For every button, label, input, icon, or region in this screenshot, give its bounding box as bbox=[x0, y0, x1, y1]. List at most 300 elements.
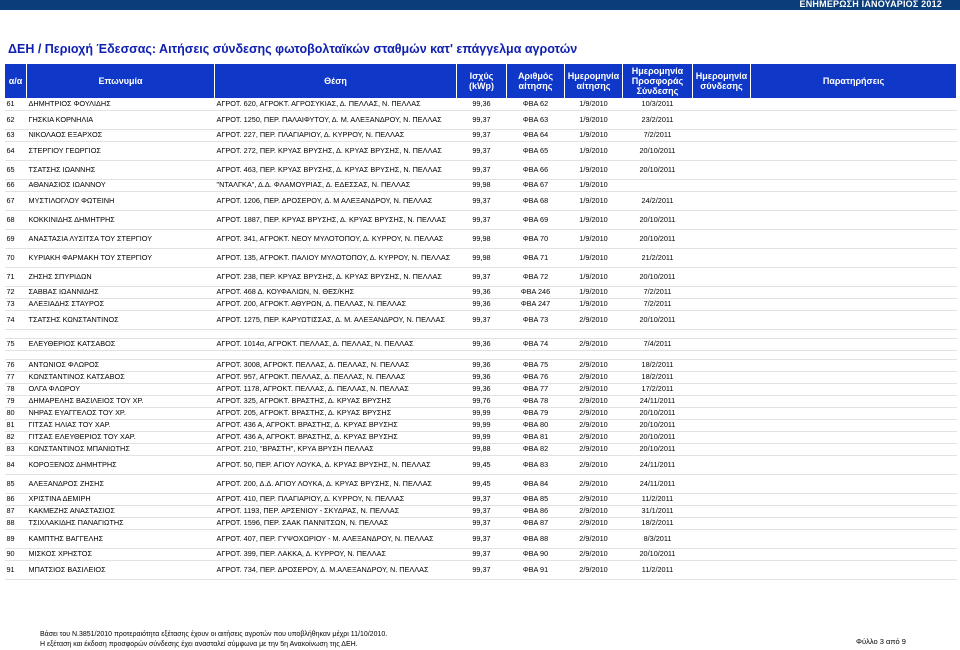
row-power: 99,37 bbox=[457, 506, 507, 518]
row-notes bbox=[751, 311, 957, 330]
table-row bbox=[5, 384, 957, 396]
row-name: ΚΟΚΚΙΝΙΔΗΣ ΔΗΜΗΤΡΗΣ bbox=[27, 211, 215, 230]
row-name: ΔΗΜΑΡΕΛΗΣ ΒΑΣΙΛΕΙΟΣ ΤΟΥ ΧΡ. bbox=[27, 396, 215, 408]
row-application-number: ΦΒΑ 65 bbox=[507, 142, 565, 161]
row-connection-date bbox=[693, 518, 751, 530]
row-offer-date: 24/11/2011 bbox=[623, 396, 693, 408]
row-application-date: 1/9/2010 bbox=[565, 180, 623, 192]
row-location: ΑΓΡΟΤ. 272, ΠΕΡ. ΚΡΥΑΣ ΒΡΥΣΗΣ, Δ. ΚΡΥΑΣ ΒΡΥΣΗΣ, Ν. ΠΕΛΛΑΣ bbox=[215, 142, 457, 161]
row-location: ΑΓΡΟΤ. 407, ΠΕΡ. ΓΥΨΟΧΩΡΙΟΥ - Μ. ΑΛΕΞΑΝΔΡΟΥ, Ν. ΠΕΛΛΑΣ bbox=[215, 530, 457, 549]
row-power: 99,37 bbox=[457, 142, 507, 161]
row-offer-date: 24/11/2011 bbox=[623, 475, 693, 494]
table-row bbox=[5, 111, 957, 130]
row-number: 85 bbox=[5, 475, 27, 494]
row-application-number: ΦΒΑ 90 bbox=[507, 549, 565, 561]
row-location: ΑΓΡΟΤ. 463, ΠΕΡ. ΚΡΥΑΣ ΒΡΥΣΗΣ, Δ. ΚΡΥΑΣ ΒΡΥΣΗΣ, Ν. ΠΕΛΛΑΣ bbox=[215, 161, 457, 180]
row-location: ΑΓΡΟΤ. 436 Α, ΑΓΡΟΚΤ. ΒΡΑΣΤΗΣ, Δ. ΚΡΥΑΣ ΒΡΥΣΗΣ bbox=[215, 432, 457, 444]
table-row bbox=[5, 408, 957, 420]
row-application-number: ΦΒΑ 79 bbox=[507, 408, 565, 420]
row-number: 80 bbox=[5, 408, 27, 420]
table-row bbox=[5, 530, 957, 549]
row-notes bbox=[751, 384, 957, 396]
row-offer-date: 24/2/2011 bbox=[623, 192, 693, 211]
row-location: ΑΓΡΟΤ. 205, ΑΓΡΟΚΤ. ΒΡΑΣΤΗΣ, Δ. ΚΡΥΑΣ ΒΡΥΣΗΣ bbox=[215, 408, 457, 420]
row-notes bbox=[751, 339, 957, 351]
row-connection-date bbox=[693, 161, 751, 180]
row-offer-date: 17/2/2011 bbox=[623, 384, 693, 396]
row-notes bbox=[751, 299, 957, 311]
row-application-date: 1/9/2010 bbox=[565, 161, 623, 180]
table-row bbox=[5, 372, 957, 384]
row-number: 68 bbox=[5, 211, 27, 230]
row-application-number: ΦΒΑ 72 bbox=[507, 268, 565, 287]
row-connection-date bbox=[693, 420, 751, 432]
row-connection-date bbox=[693, 530, 751, 549]
row-number: 64 bbox=[5, 142, 27, 161]
row-power: 99,37 bbox=[457, 161, 507, 180]
row-name: ΤΣΑΤΣΗΣ ΚΩΝΣΤΑΝΤΙΝΟΣ bbox=[27, 311, 215, 330]
row-name: ΑΛΕΞΑΝΔΡΟΣ ΖΗΣΗΣ bbox=[27, 475, 215, 494]
table-row bbox=[5, 287, 957, 299]
row-connection-date bbox=[693, 444, 751, 456]
row-application-date: 2/9/2010 bbox=[565, 518, 623, 530]
row-location: ΑΓΡΟΤ. 210, "ΒΡΑΣΤΗ", ΚΡΥΑ ΒΡΥΣΗ ΠΕΛΛΑΣ bbox=[215, 444, 457, 456]
table-row bbox=[5, 161, 957, 180]
row-application-number: ΦΒΑ 76 bbox=[507, 372, 565, 384]
row-application-date: 1/9/2010 bbox=[565, 99, 623, 111]
row-connection-date bbox=[693, 99, 751, 111]
row-connection-date bbox=[693, 268, 751, 287]
row-name: ΜΙΣΚΟΣ ΧΡΗΣΤΟΣ bbox=[27, 549, 215, 561]
table-row bbox=[5, 268, 957, 287]
row-name: ΤΣΑΤΣΗΣ ΙΩΑΝΝΗΣ bbox=[27, 161, 215, 180]
row-notes bbox=[751, 230, 957, 249]
row-power: 99,36 bbox=[457, 372, 507, 384]
row-offer-date: 18/2/2011 bbox=[623, 372, 693, 384]
row-notes bbox=[751, 494, 957, 506]
row-application-date: 2/9/2010 bbox=[565, 372, 623, 384]
row-application-number: ΦΒΑ 66 bbox=[507, 161, 565, 180]
row-name: ΚΩΝΣΤΑΝΤΙΝΟΣ ΜΠΑΝΙΩΤΗΣ bbox=[27, 444, 215, 456]
table-row bbox=[5, 339, 957, 351]
row-location: ΑΓΡΟΤ. 468 Δ. ΚΟΥΦΑΛΙΩΝ, Ν. ΘΕΣ/ΚΗΣ bbox=[215, 287, 457, 299]
row-location: ΑΓΡΟΤ. 3008, ΑΓΡΟΚΤ. ΠΕΛΛΑΣ, Δ. ΠΕΛΛΑΣ, Ν. ΠΕΛΛΑΣ bbox=[215, 360, 457, 372]
row-application-date: 2/9/2010 bbox=[565, 396, 623, 408]
row-notes bbox=[751, 530, 957, 549]
row-number: 81 bbox=[5, 420, 27, 432]
row-application-date: 2/9/2010 bbox=[565, 311, 623, 330]
row-number: 62 bbox=[5, 111, 27, 130]
row-application-number: ΦΒΑ 70 bbox=[507, 230, 565, 249]
update-label: ΕΝΗΜΕΡΩΣΗ ΙΑΝΟΥΑΡΙΟΣ 2012 bbox=[799, 0, 942, 9]
row-name: ΜΠΑΤΣΙΟΣ ΒΑΣΙΛΕΙΟΣ bbox=[27, 561, 215, 580]
row-notes bbox=[751, 161, 957, 180]
row-location: ΑΓΡΟΤ. 1178, ΑΓΡΟΚΤ. ΠΕΛΛΑΣ, Δ. ΠΕΛΛΑΣ, Ν. ΠΕΛΛΑΣ bbox=[215, 384, 457, 396]
row-location: ΑΓΡΟΤ. 957, ΑΓΡΟΚΤ. ΠΕΛΛΑΣ, Δ. ΠΕΛΛΑΣ, Ν. ΠΕΛΛΑΣ bbox=[215, 372, 457, 384]
row-power: 99,98 bbox=[457, 249, 507, 268]
row-power: 99,37 bbox=[457, 111, 507, 130]
row-name: ΧΡΙΣΤΙΝΑ ΔΕΜΙΡΗ bbox=[27, 494, 215, 506]
row-offer-date: 23/2/2011 bbox=[623, 111, 693, 130]
row-application-date: 2/9/2010 bbox=[565, 384, 623, 396]
row-number: 83 bbox=[5, 444, 27, 456]
row-name: ΑΝΤΩΝΙΟΣ ΦΛΩΡΟΣ bbox=[27, 360, 215, 372]
row-application-date: 2/9/2010 bbox=[565, 530, 623, 549]
row-name: ΑΝΑΣΤΑΣΙΑ ΛΥΣΙΤΣΑ ΤΟΥ ΣΤΕΡΓΙΟΥ bbox=[27, 230, 215, 249]
row-offer-date: 8/3/2011 bbox=[623, 530, 693, 549]
row-number: 82 bbox=[5, 432, 27, 444]
table-row bbox=[5, 311, 957, 330]
row-power: 99,45 bbox=[457, 475, 507, 494]
row-number: 86 bbox=[5, 494, 27, 506]
row-number: 66 bbox=[5, 180, 27, 192]
row-connection-date bbox=[693, 561, 751, 580]
row-power: 99,37 bbox=[457, 518, 507, 530]
row-power: 99,37 bbox=[457, 192, 507, 211]
row-power: 99,76 bbox=[457, 396, 507, 408]
row-application-date: 2/9/2010 bbox=[565, 456, 623, 475]
row-number: 75 bbox=[5, 339, 27, 351]
row-notes bbox=[751, 518, 957, 530]
row-offer-date bbox=[623, 180, 693, 192]
table-row bbox=[5, 99, 957, 111]
row-connection-date bbox=[693, 311, 751, 330]
row-offer-date: 18/2/2011 bbox=[623, 360, 693, 372]
row-location: ΑΓΡΟΤ. 200, ΑΓΡΟΚΤ. ΑΘΥΡΩΝ, Δ. ΠΕΛΛΑΣ, Ν. ΠΕΛΛΑΣ bbox=[215, 299, 457, 311]
row-name: ΜΥΣΤΙΛΟΓΛΟΥ ΦΩΤΕΙΝΗ bbox=[27, 192, 215, 211]
row-application-number: ΦΒΑ 86 bbox=[507, 506, 565, 518]
row-application-date: 1/9/2010 bbox=[565, 268, 623, 287]
row-application-number: ΦΒΑ 80 bbox=[507, 420, 565, 432]
row-connection-date bbox=[693, 339, 751, 351]
table-body bbox=[5, 99, 957, 580]
row-offer-date: 20/10/2011 bbox=[623, 142, 693, 161]
row-notes bbox=[751, 180, 957, 192]
row-offer-date: 20/10/2011 bbox=[623, 420, 693, 432]
table-row bbox=[5, 494, 957, 506]
row-offer-date: 20/10/2011 bbox=[623, 444, 693, 456]
row-notes bbox=[751, 287, 957, 299]
row-notes bbox=[751, 456, 957, 475]
row-connection-date bbox=[693, 549, 751, 561]
row-number: 67 bbox=[5, 192, 27, 211]
row-connection-date bbox=[693, 249, 751, 268]
row-connection-date bbox=[693, 384, 751, 396]
row-location: ΑΓΡΟΤ. 135, ΑΓΡΟΚΤ. ΠΑΛΙΟΥ ΜΥΛΟΤΟΠΟΥ, Δ. ΚΥΡΡΟΥ, Ν. ΠΕΛΛΑΣ bbox=[215, 249, 457, 268]
row-connection-date bbox=[693, 360, 751, 372]
row-number: 79 bbox=[5, 396, 27, 408]
row-offer-date: 7/2/2011 bbox=[623, 299, 693, 311]
footer-note-line2: Η εξέταση και έκδοση προσφορών σύνδεσης έχει ανασταλεί σύμφωνα με την 5η Ανακοίνωση της ΔΕΗ. bbox=[40, 641, 358, 648]
row-notes bbox=[751, 268, 957, 287]
row-application-date: 1/9/2010 bbox=[565, 230, 623, 249]
table-row bbox=[5, 130, 957, 142]
row-number: 76 bbox=[5, 360, 27, 372]
row-offer-date: 20/10/2011 bbox=[623, 230, 693, 249]
row-name: ΓΙΤΣΑΣ ΗΛΙΑΣ ΤΟΥ ΧΑΡ. bbox=[27, 420, 215, 432]
row-number: 91 bbox=[5, 561, 27, 580]
row-offer-date: 11/2/2011 bbox=[623, 561, 693, 580]
row-power: 99,36 bbox=[457, 287, 507, 299]
row-number: 73 bbox=[5, 299, 27, 311]
table-row bbox=[5, 360, 957, 372]
spacer-cell bbox=[5, 351, 957, 360]
row-number: 69 bbox=[5, 230, 27, 249]
table-row bbox=[5, 396, 957, 408]
row-notes bbox=[751, 561, 957, 580]
row-power: 99,37 bbox=[457, 530, 507, 549]
row-location: ΑΓΡΟΤ. 341, ΑΓΡΟΚΤ. ΝΕΟΥ ΜΥΛΟΤΟΠΟΥ, Δ. ΚΥΡΡΟΥ, Ν. ΠΕΛΛΑΣ bbox=[215, 230, 457, 249]
table-row bbox=[5, 475, 957, 494]
row-location: ΑΓΡΟΤ. 1206, ΠΕΡ. ΔΡΟΣΕΡΟΥ, Δ. Μ ΑΛΕΞΑΝΔΡΟΥ, Ν. ΠΕΛΛΑΣ bbox=[215, 192, 457, 211]
row-offer-date: 31/1/2011 bbox=[623, 506, 693, 518]
row-notes bbox=[751, 444, 957, 456]
header-location: Θέση bbox=[215, 64, 457, 99]
row-application-date: 2/9/2010 bbox=[565, 561, 623, 580]
row-offer-date: 20/10/2011 bbox=[623, 311, 693, 330]
row-application-number: ΦΒΑ 82 bbox=[507, 444, 565, 456]
row-name: ΔΗΜΗΤΡΙΟΣ ΦΟΥΛΙΔΗΣ bbox=[27, 99, 215, 111]
row-offer-date: 7/4/2011 bbox=[623, 339, 693, 351]
row-notes bbox=[751, 111, 957, 130]
row-power: 99,37 bbox=[457, 494, 507, 506]
row-number: 88 bbox=[5, 518, 27, 530]
row-power: 99,36 bbox=[457, 299, 507, 311]
row-application-date: 2/9/2010 bbox=[565, 494, 623, 506]
row-connection-date bbox=[693, 456, 751, 475]
row-offer-date: 11/2/2011 bbox=[623, 494, 693, 506]
row-location: ΑΓΡΟΤ. 1275, ΠΕΡ. ΚΑΡΥΩΤΙΣΣΑΣ, Δ. Μ. ΑΛΕΞΑΝΔΡΟΥ, Ν. ΠΕΛΛΑΣ bbox=[215, 311, 457, 330]
row-notes bbox=[751, 360, 957, 372]
row-application-date: 2/9/2010 bbox=[565, 475, 623, 494]
table-row bbox=[5, 211, 957, 230]
row-power: 99,37 bbox=[457, 130, 507, 142]
row-notes bbox=[751, 249, 957, 268]
row-application-date: 2/9/2010 bbox=[565, 339, 623, 351]
row-connection-date bbox=[693, 111, 751, 130]
header-application-number: Αριθμός αίτησης bbox=[507, 64, 565, 99]
row-offer-date: 21/2/2011 bbox=[623, 249, 693, 268]
spacer-row bbox=[5, 351, 957, 360]
row-number: 65 bbox=[5, 161, 27, 180]
row-location: ΑΓΡΟΤ. 1887, ΠΕΡ. ΚΡΥΑΣ ΒΡΥΣΗΣ, Δ. ΚΡΥΑΣ ΒΡΥΣΗΣ, Ν. ΠΕΛΛΑΣ bbox=[215, 211, 457, 230]
row-power: 99,98 bbox=[457, 180, 507, 192]
row-power: 99,45 bbox=[457, 456, 507, 475]
row-application-number: ΦΒΑ 62 bbox=[507, 99, 565, 111]
row-name: ΑΘΑΝΑΣΙΟΣ ΙΩΑΝΝΟΥ bbox=[27, 180, 215, 192]
table-row bbox=[5, 180, 957, 192]
header-aa: α/α bbox=[5, 64, 27, 99]
row-offer-date: 20/10/2011 bbox=[623, 432, 693, 444]
row-location: "ΝΤΑΛΓΚΑ", Δ.Δ. ΦΛΑΜΟΥΡΙΑΣ, Δ. ΕΔΕΣΣΑΣ, Ν. ΠΕΛΛΑΣ bbox=[215, 180, 457, 192]
table-row bbox=[5, 192, 957, 211]
row-application-number: ΦΒΑ 87 bbox=[507, 518, 565, 530]
row-application-date: 1/9/2010 bbox=[565, 287, 623, 299]
row-offer-date: 20/10/2011 bbox=[623, 408, 693, 420]
row-number: 87 bbox=[5, 506, 27, 518]
row-application-number: ΦΒΑ 246 bbox=[507, 287, 565, 299]
row-name: ΓΙΤΣΑΣ ΕΛΕΥΘΕΡΙΟΣ ΤΟΥ ΧΑΡ. bbox=[27, 432, 215, 444]
row-application-date: 2/9/2010 bbox=[565, 408, 623, 420]
row-number: 71 bbox=[5, 268, 27, 287]
table-row bbox=[5, 444, 957, 456]
row-number: 78 bbox=[5, 384, 27, 396]
row-application-number: ΦΒΑ 68 bbox=[507, 192, 565, 211]
row-connection-date bbox=[693, 230, 751, 249]
row-number: 74 bbox=[5, 311, 27, 330]
table-row bbox=[5, 549, 957, 561]
row-application-date: 2/9/2010 bbox=[565, 506, 623, 518]
row-name: ΣΤΕΡΓΙΟΥ ΓΕΩΡΓΙΟΣ bbox=[27, 142, 215, 161]
row-connection-date bbox=[693, 494, 751, 506]
row-name: ΚΑΜΠΤΗΣ ΒΑΓΓΕΛΗΣ bbox=[27, 530, 215, 549]
row-location: ΑΓΡΟΤ. 227, ΠΕΡ. ΠΛΑΓΙΑΡΙΟΥ, Δ. ΚΥΡΡΟΥ, Ν. ΠΕΛΛΑΣ bbox=[215, 130, 457, 142]
row-connection-date bbox=[693, 130, 751, 142]
row-application-number: ΦΒΑ 63 bbox=[507, 111, 565, 130]
row-notes bbox=[751, 192, 957, 211]
row-power: 99,88 bbox=[457, 444, 507, 456]
row-name: ΝΙΚΟΛΑΟΣ ΕΞΑΡΧΟΣ bbox=[27, 130, 215, 142]
row-power: 99,36 bbox=[457, 384, 507, 396]
row-application-date: 1/9/2010 bbox=[565, 111, 623, 130]
row-power: 99,99 bbox=[457, 432, 507, 444]
row-notes bbox=[751, 506, 957, 518]
row-power: 99,36 bbox=[457, 99, 507, 111]
row-name: ΓΗΣΚΙΑ ΚΟΡΝΗΛΙΑ bbox=[27, 111, 215, 130]
row-application-date: 2/9/2010 bbox=[565, 360, 623, 372]
row-application-number: ΦΒΑ 73 bbox=[507, 311, 565, 330]
row-name: ΟΛΓΑ ΦΛΩΡΟΥ bbox=[27, 384, 215, 396]
row-location: ΑΓΡΟΤ. 1250, ΠΕΡ. ΠΑΛΑΙΦΥΤΟΥ, Δ. Μ. ΑΛΕΞΑΝΔΡΟΥ, Ν. ΠΕΛΛΑΣ bbox=[215, 111, 457, 130]
row-application-date: 1/9/2010 bbox=[565, 299, 623, 311]
row-application-number: ΦΒΑ 88 bbox=[507, 530, 565, 549]
row-power: 99,37 bbox=[457, 268, 507, 287]
row-notes bbox=[751, 211, 957, 230]
row-offer-date: 20/10/2011 bbox=[623, 161, 693, 180]
table-row bbox=[5, 432, 957, 444]
table-header-row bbox=[5, 64, 957, 99]
spacer-cell bbox=[5, 330, 957, 339]
row-notes bbox=[751, 475, 957, 494]
row-power: 99,99 bbox=[457, 408, 507, 420]
table-row bbox=[5, 299, 957, 311]
row-location: ΑΓΡΟΤ. 1014α, ΑΓΡΟΚΤ. ΠΕΛΛΑΣ, Δ. ΠΕΛΛΑΣ, Ν. ΠΕΛΛΑΣ bbox=[215, 339, 457, 351]
row-number: 70 bbox=[5, 249, 27, 268]
row-name: ΚΟΡΟΞΕΝΟΣ ΔΗΜΗΤΡΗΣ bbox=[27, 456, 215, 475]
header-name: Επωνυμία bbox=[27, 64, 215, 99]
row-application-number: ΦΒΑ 78 bbox=[507, 396, 565, 408]
top-banner bbox=[0, 0, 960, 10]
row-offer-date: 24/11/2011 bbox=[623, 456, 693, 475]
row-location: ΑΓΡΟΤ. 200, Δ.Δ. ΑΓΙΟΥ ΛΟΥΚΑ, Δ. ΚΡΥΑΣ ΒΡΥΣΗΣ, Ν. ΠΕΛΛΑΣ bbox=[215, 475, 457, 494]
row-name: ΣΑΒΒΑΣ ΙΩΑΝΝΙΔΗΣ bbox=[27, 287, 215, 299]
row-name: ΚΩΝΣΤΑΝΤΙΝΟΣ ΚΑΤΣΑΒΟΣ bbox=[27, 372, 215, 384]
row-application-date: 1/9/2010 bbox=[565, 130, 623, 142]
row-notes bbox=[751, 549, 957, 561]
header-notes: Παρατηρήσεις bbox=[751, 64, 957, 99]
row-application-number: ΦΒΑ 67 bbox=[507, 180, 565, 192]
row-connection-date bbox=[693, 408, 751, 420]
row-name: ΝΗΡΑΣ ΕΥΑΓΓΕΛΟΣ ΤΟΥ ΧΡ. bbox=[27, 408, 215, 420]
row-application-number: ΦΒΑ 247 bbox=[507, 299, 565, 311]
row-notes bbox=[751, 420, 957, 432]
row-connection-date bbox=[693, 211, 751, 230]
row-application-date: 2/9/2010 bbox=[565, 444, 623, 456]
row-location: ΑΓΡΟΤ. 50, ΠΕΡ. ΑΓΙΟΥ ΛΟΥΚΑ, Δ. ΚΡΥΑΣ ΒΡΥΣΗΣ, Ν. ΠΕΛΛΑΣ bbox=[215, 456, 457, 475]
page-number: Φύλλο 3 από 9 bbox=[856, 637, 906, 646]
row-application-date: 1/9/2010 bbox=[565, 249, 623, 268]
row-connection-date bbox=[693, 287, 751, 299]
row-number: 77 bbox=[5, 372, 27, 384]
row-connection-date bbox=[693, 506, 751, 518]
row-name: ΚΥΡΙΑΚΗ ΦΑΡΜΑΚΗ ΤΟΥ ΣΤΕΡΓΙΟΥ bbox=[27, 249, 215, 268]
row-number: 63 bbox=[5, 130, 27, 142]
header-offer-date: Ημερομηνία Προσφοράς Σύνδεσης bbox=[623, 64, 693, 99]
row-number: 72 bbox=[5, 287, 27, 299]
row-location: ΑΓΡΟΤ. 1193, ΠΕΡ. ΑΡΣΕΝΙΟΥ - ΣΚΥΔΡΑΣ, Ν. ΠΕΛΛΑΣ bbox=[215, 506, 457, 518]
header-application-date: Ημερομηνία αίτησης bbox=[565, 64, 623, 99]
row-offer-date: 7/2/2011 bbox=[623, 287, 693, 299]
row-application-date: 1/9/2010 bbox=[565, 192, 623, 211]
row-location: ΑΓΡΟΤ. 410, ΠΕΡ. ΠΛΑΓΙΑΡΙΟΥ, Δ. ΚΥΡΡΟΥ, Ν. ΠΕΛΛΑΣ bbox=[215, 494, 457, 506]
row-notes bbox=[751, 99, 957, 111]
row-application-number: ΦΒΑ 77 bbox=[507, 384, 565, 396]
row-connection-date bbox=[693, 142, 751, 161]
row-connection-date bbox=[693, 180, 751, 192]
row-offer-date: 20/10/2011 bbox=[623, 549, 693, 561]
row-name: ΖΗΣΗΣ ΣΠΥΡΙΔΩΝ bbox=[27, 268, 215, 287]
row-application-number: ΦΒΑ 81 bbox=[507, 432, 565, 444]
row-power: 99,36 bbox=[457, 339, 507, 351]
row-application-date: 2/9/2010 bbox=[565, 420, 623, 432]
row-notes bbox=[751, 142, 957, 161]
row-connection-date bbox=[693, 475, 751, 494]
row-offer-date: 7/2/2011 bbox=[623, 130, 693, 142]
row-offer-date: 20/10/2011 bbox=[623, 268, 693, 287]
row-power: 99,98 bbox=[457, 230, 507, 249]
row-power: 99,99 bbox=[457, 420, 507, 432]
row-notes bbox=[751, 432, 957, 444]
row-application-number: ΦΒΑ 85 bbox=[507, 494, 565, 506]
row-notes bbox=[751, 408, 957, 420]
table-row bbox=[5, 518, 957, 530]
row-application-number: ΦΒΑ 91 bbox=[507, 561, 565, 580]
row-application-number: ΦΒΑ 75 bbox=[507, 360, 565, 372]
row-application-number: ΦΒΑ 69 bbox=[507, 211, 565, 230]
row-power: 99,37 bbox=[457, 311, 507, 330]
row-number: 89 bbox=[5, 530, 27, 549]
row-application-number: ΦΒΑ 84 bbox=[507, 475, 565, 494]
row-number: 90 bbox=[5, 549, 27, 561]
row-location: ΑΓΡΟΤ. 620, ΑΓΡΟΚΤ. ΑΓΡΟΣΥΚΙΑΣ, Δ. ΠΕΛΛΑΣ, Ν. ΠΕΛΛΑΣ bbox=[215, 99, 457, 111]
row-application-date: 2/9/2010 bbox=[565, 549, 623, 561]
table-row bbox=[5, 420, 957, 432]
footer-notes bbox=[40, 630, 387, 650]
row-number: 61 bbox=[5, 99, 27, 111]
applications-table bbox=[4, 63, 957, 580]
row-offer-date: 10/3/2011 bbox=[623, 99, 693, 111]
row-location: ΑΓΡΟΤ. 238, ΠΕΡ. ΚΡΥΑΣ ΒΡΥΣΗΣ, Δ. ΚΡΥΑΣ ΒΡΥΣΗΣ, Ν. ΠΕΛΛΑΣ bbox=[215, 268, 457, 287]
row-location: ΑΓΡΟΤ. 734, ΠΕΡ. ΔΡΟΣΕΡΟΥ, Δ. Μ.ΑΛΕΞΑΝΔΡΟΥ, Ν. ΠΕΛΛΑΣ bbox=[215, 561, 457, 580]
row-location: ΑΓΡΟΤ. 399, ΠΕΡ. ΛΑΚΚΑ, Δ. ΚΥΡΡΟΥ, Ν. ΠΕΛΛΑΣ bbox=[215, 549, 457, 561]
table-row bbox=[5, 142, 957, 161]
row-name: ΚΑΚΜΕΖΗΣ ΑΝΑΣΤΑΣΙΟΣ bbox=[27, 506, 215, 518]
row-connection-date bbox=[693, 299, 751, 311]
row-application-number: ΦΒΑ 83 bbox=[507, 456, 565, 475]
row-offer-date: 20/10/2011 bbox=[623, 211, 693, 230]
row-power: 99,37 bbox=[457, 211, 507, 230]
spacer-row bbox=[5, 330, 957, 339]
